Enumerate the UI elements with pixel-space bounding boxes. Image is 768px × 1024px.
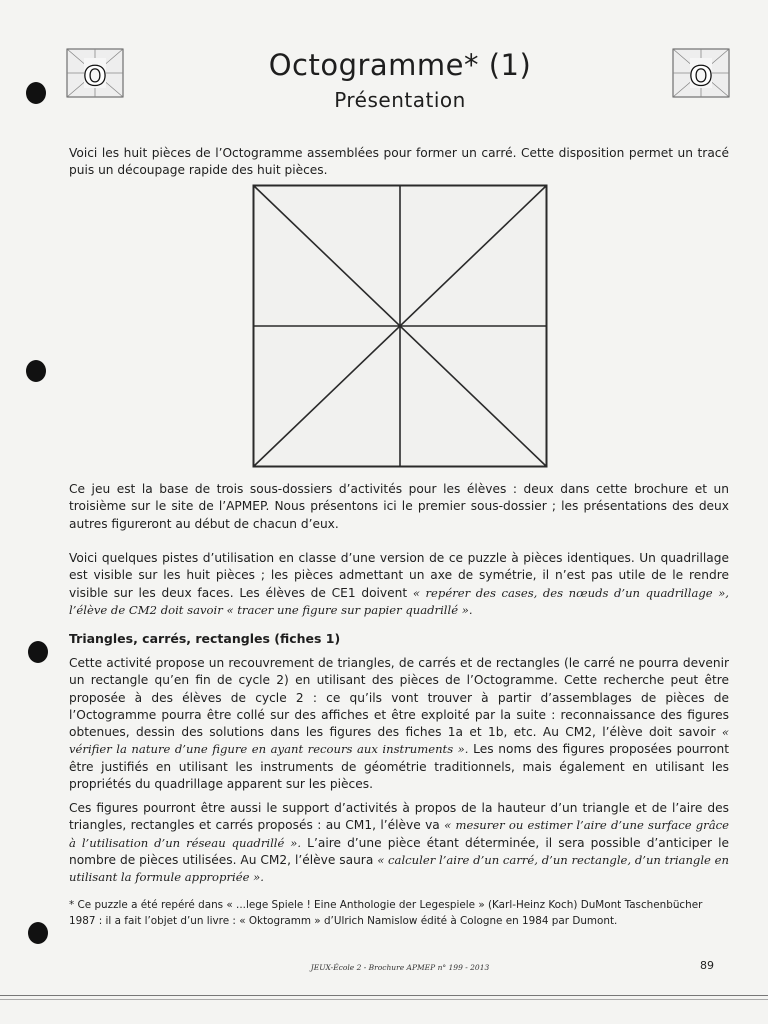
bottom-rule	[0, 995, 768, 996]
footnote: * Ce puzzle a été repéré dans « ...lege Spiele ! Eine Anthologie der Legespiele » (Karl-Heinz Koch) DuMont Taschenbücher 1987 : il a fait l’objet d’un livre : « Oktogramm » d’Ulrich Namislow édité à Cologne en 1984 par Dumont.	[69, 899, 703, 927]
support-paragraph	[69, 800, 729, 886]
page-number: 89	[700, 959, 714, 972]
support-text-1: Ces figures pourront être aussi le support d’activités à propos de la hauteur d’un triangle et de l’aire des triangles, rectangles et carrés proposés : au CM1, l’élève va	[69, 801, 729, 833]
base-paragraph: Ce jeu est la base de trois sous-dossiers d’activités pour les élèves : deux dans cette brochure et un troisième sur le site de l’APMEP. Nous présentons ici le premier sous-dossier ; les présentations des deux autres figureront au début de chacun d’eux.	[69, 482, 729, 531]
punch-hole-top	[26, 82, 46, 104]
bottom-rule-secondary	[0, 999, 768, 1000]
logo-letter: O	[83, 61, 107, 92]
activite-text-2: Les noms des figures proposées pourront être justifiés en utilisant les instruments de géométrie traditionnels, mais également en utilisant les propriétés du quadrillage apparent sur les pièces.	[69, 742, 730, 792]
support-quote-1: « mesurer ou estimer l’aire d’une surface grâce à l’utilisation d’un réseau quadrillé ».	[69, 818, 729, 850]
activite-quote: « vérifier la nature d’une figure en ayant recours aux instruments ».	[69, 725, 729, 757]
intro-paragraph: Voici les huit pièces de l’Octogramme assemblées pour former un carré. Cette disposition permet un tracé puis un découpage rapide des huit pièces.	[69, 146, 729, 178]
pistes-text: Voici quelques pistes d’utilisation en classe d’une version de ce puzzle à pièces identiques. Un quadrillage est visible sur les huit pièces ; les pièces admettant un axe de symétrie, il n’est pas utile de le rendre visible sur les deux faces. Les élèves de CE1 doivent	[69, 551, 729, 600]
octogramme-square-figure	[252, 184, 548, 468]
section-heading: Triangles, carrés, rectangles (fiches 1)	[69, 631, 341, 646]
support-text-2: L’aire d’une pièce étant déterminée, il sera possible d’anticiper le nombre de pièces utilisées. Au CM2, l’élève saura	[69, 835, 729, 867]
pistes-paragraph	[69, 550, 729, 619]
footer-publication: JEUX-École 2 - Brochure APMEP n° 199 - 2013	[310, 963, 490, 972]
page-title: Octogramme* (1)	[268, 48, 532, 82]
page-subtitle: Présentation	[334, 88, 466, 112]
octogramme-logo-right	[672, 48, 730, 98]
punch-hole-upper-middle	[26, 360, 46, 382]
punch-hole-lower-middle	[28, 641, 48, 663]
activite-text-1: Cette activité propose un recouvrement de triangles, de carrés et de rectangles (le carré ne pourra devenir un rectangle qu’en fin de cycle 2) en utilisant des pièces de l’Octogramme. Cette recherche peut être proposée à des élèves de cycle 2 : ce qu’ils vont trouver à partir d’assemblages de pièces de l’Octogramme pourra être collé sur des affiches et être exploité par la suite : reconnaissance des figures obtenues, dessin des solutions dans les figures des fiches 1a et 1b, etc. Au CM2, l’élève doit savoir	[69, 656, 729, 740]
support-quote-2: « calculer l’aire d’un carré, d’un rectangle, d’un triangle en utilisant la formule appropriée ».	[69, 852, 729, 885]
pistes-quote: « repérer des cases, des nœuds d’un quadrillage », l’élève de CM2 doit savoir « tracer une figure sur papier quadrillé ».	[69, 585, 729, 617]
activite-paragraph	[69, 655, 729, 793]
logo-letter: O	[689, 61, 713, 92]
octogramme-logo-left	[66, 48, 124, 98]
punch-hole-bottom	[28, 922, 48, 944]
